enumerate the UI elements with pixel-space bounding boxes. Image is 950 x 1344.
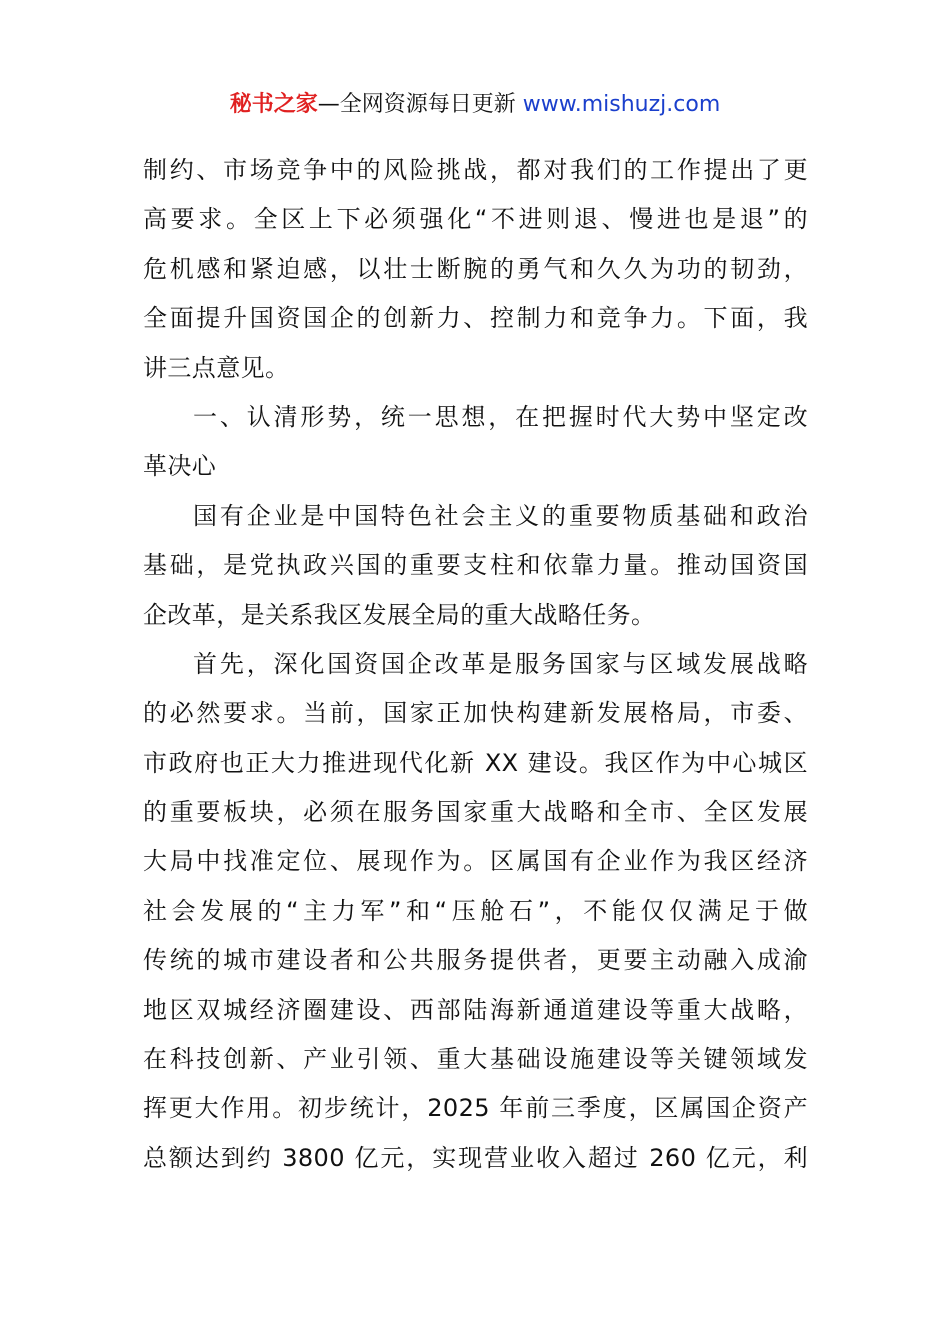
text-line: 讲三点意见。 [143, 353, 290, 382]
text-line: 挥更大作用。初步统计，2025 年前三季度，区属国企资产 [143, 1094, 808, 1123]
text-line: 国有企业是中国特色社会主义的重要物质基础和政治 [193, 501, 808, 530]
text-line: 在科技创新、产业引领、重大基础设施建设等关键领域发 [143, 1045, 808, 1074]
text-line: 的必然要求。当前，国家正加快构建新发展格局，市委、 [143, 699, 808, 728]
text-line: 制约、市场竞争中的风险挑战，都对我们的工作提出了更 [143, 156, 808, 184]
text-line: 高要求。全区上下必须强化“不进则退、慢进也是退”的 [143, 205, 808, 234]
text-line: 首先，深化国资国企改革是服务国家与区域发展战略 [193, 649, 808, 678]
text-line: 市政府也正大力推进现代化新 XX 建设。我区作为中心城区 [143, 748, 808, 777]
text-line: 全面提升国资国企的创新力、控制力和竞争力。下面，我 [143, 304, 808, 333]
text-line: 一、认清形势，统一思想，在把握时代大势中坚定改 [193, 402, 808, 431]
text-line: 社会发展的“主力军”和“压舱石”，不能仅仅满足于做 [143, 896, 808, 925]
text-line: 革决心 [143, 452, 217, 481]
text-line: 危机感和紧迫感，以壮士断腕的勇气和久久为功的韧劲， [143, 254, 808, 283]
text-line: 地区双城经济圈建设、西部陆海新通道建设等重大战略， [143, 995, 808, 1024]
page-header [0, 88, 950, 122]
text-line: 的重要板块，必须在服务国家重大战略和全市、全区发展 [143, 798, 808, 827]
text-line: 基础，是党执政兴国的重要支柱和依靠力量。推动国资国 [143, 551, 808, 580]
header-tagline: —全网资源每日更新 [317, 92, 516, 117]
brand-name: 秘书之家 [229, 92, 318, 117]
text-line: 传统的城市建设者和公共服务提供者，更要主动融入成渝 [143, 946, 808, 975]
text-line: 总额达到约 3800 亿元，实现营业收入超过 260 亿元，利 [143, 1143, 808, 1172]
text-line: 企改革，是关系我区发展全局的重大战略任务。 [143, 600, 656, 629]
site-url-link[interactable]: www.mishuzj.com [522, 92, 721, 117]
document-body [143, 146, 808, 1183]
text-line: 大局中找准定位、展现作为。区属国有企业作为我区经济 [143, 847, 808, 876]
